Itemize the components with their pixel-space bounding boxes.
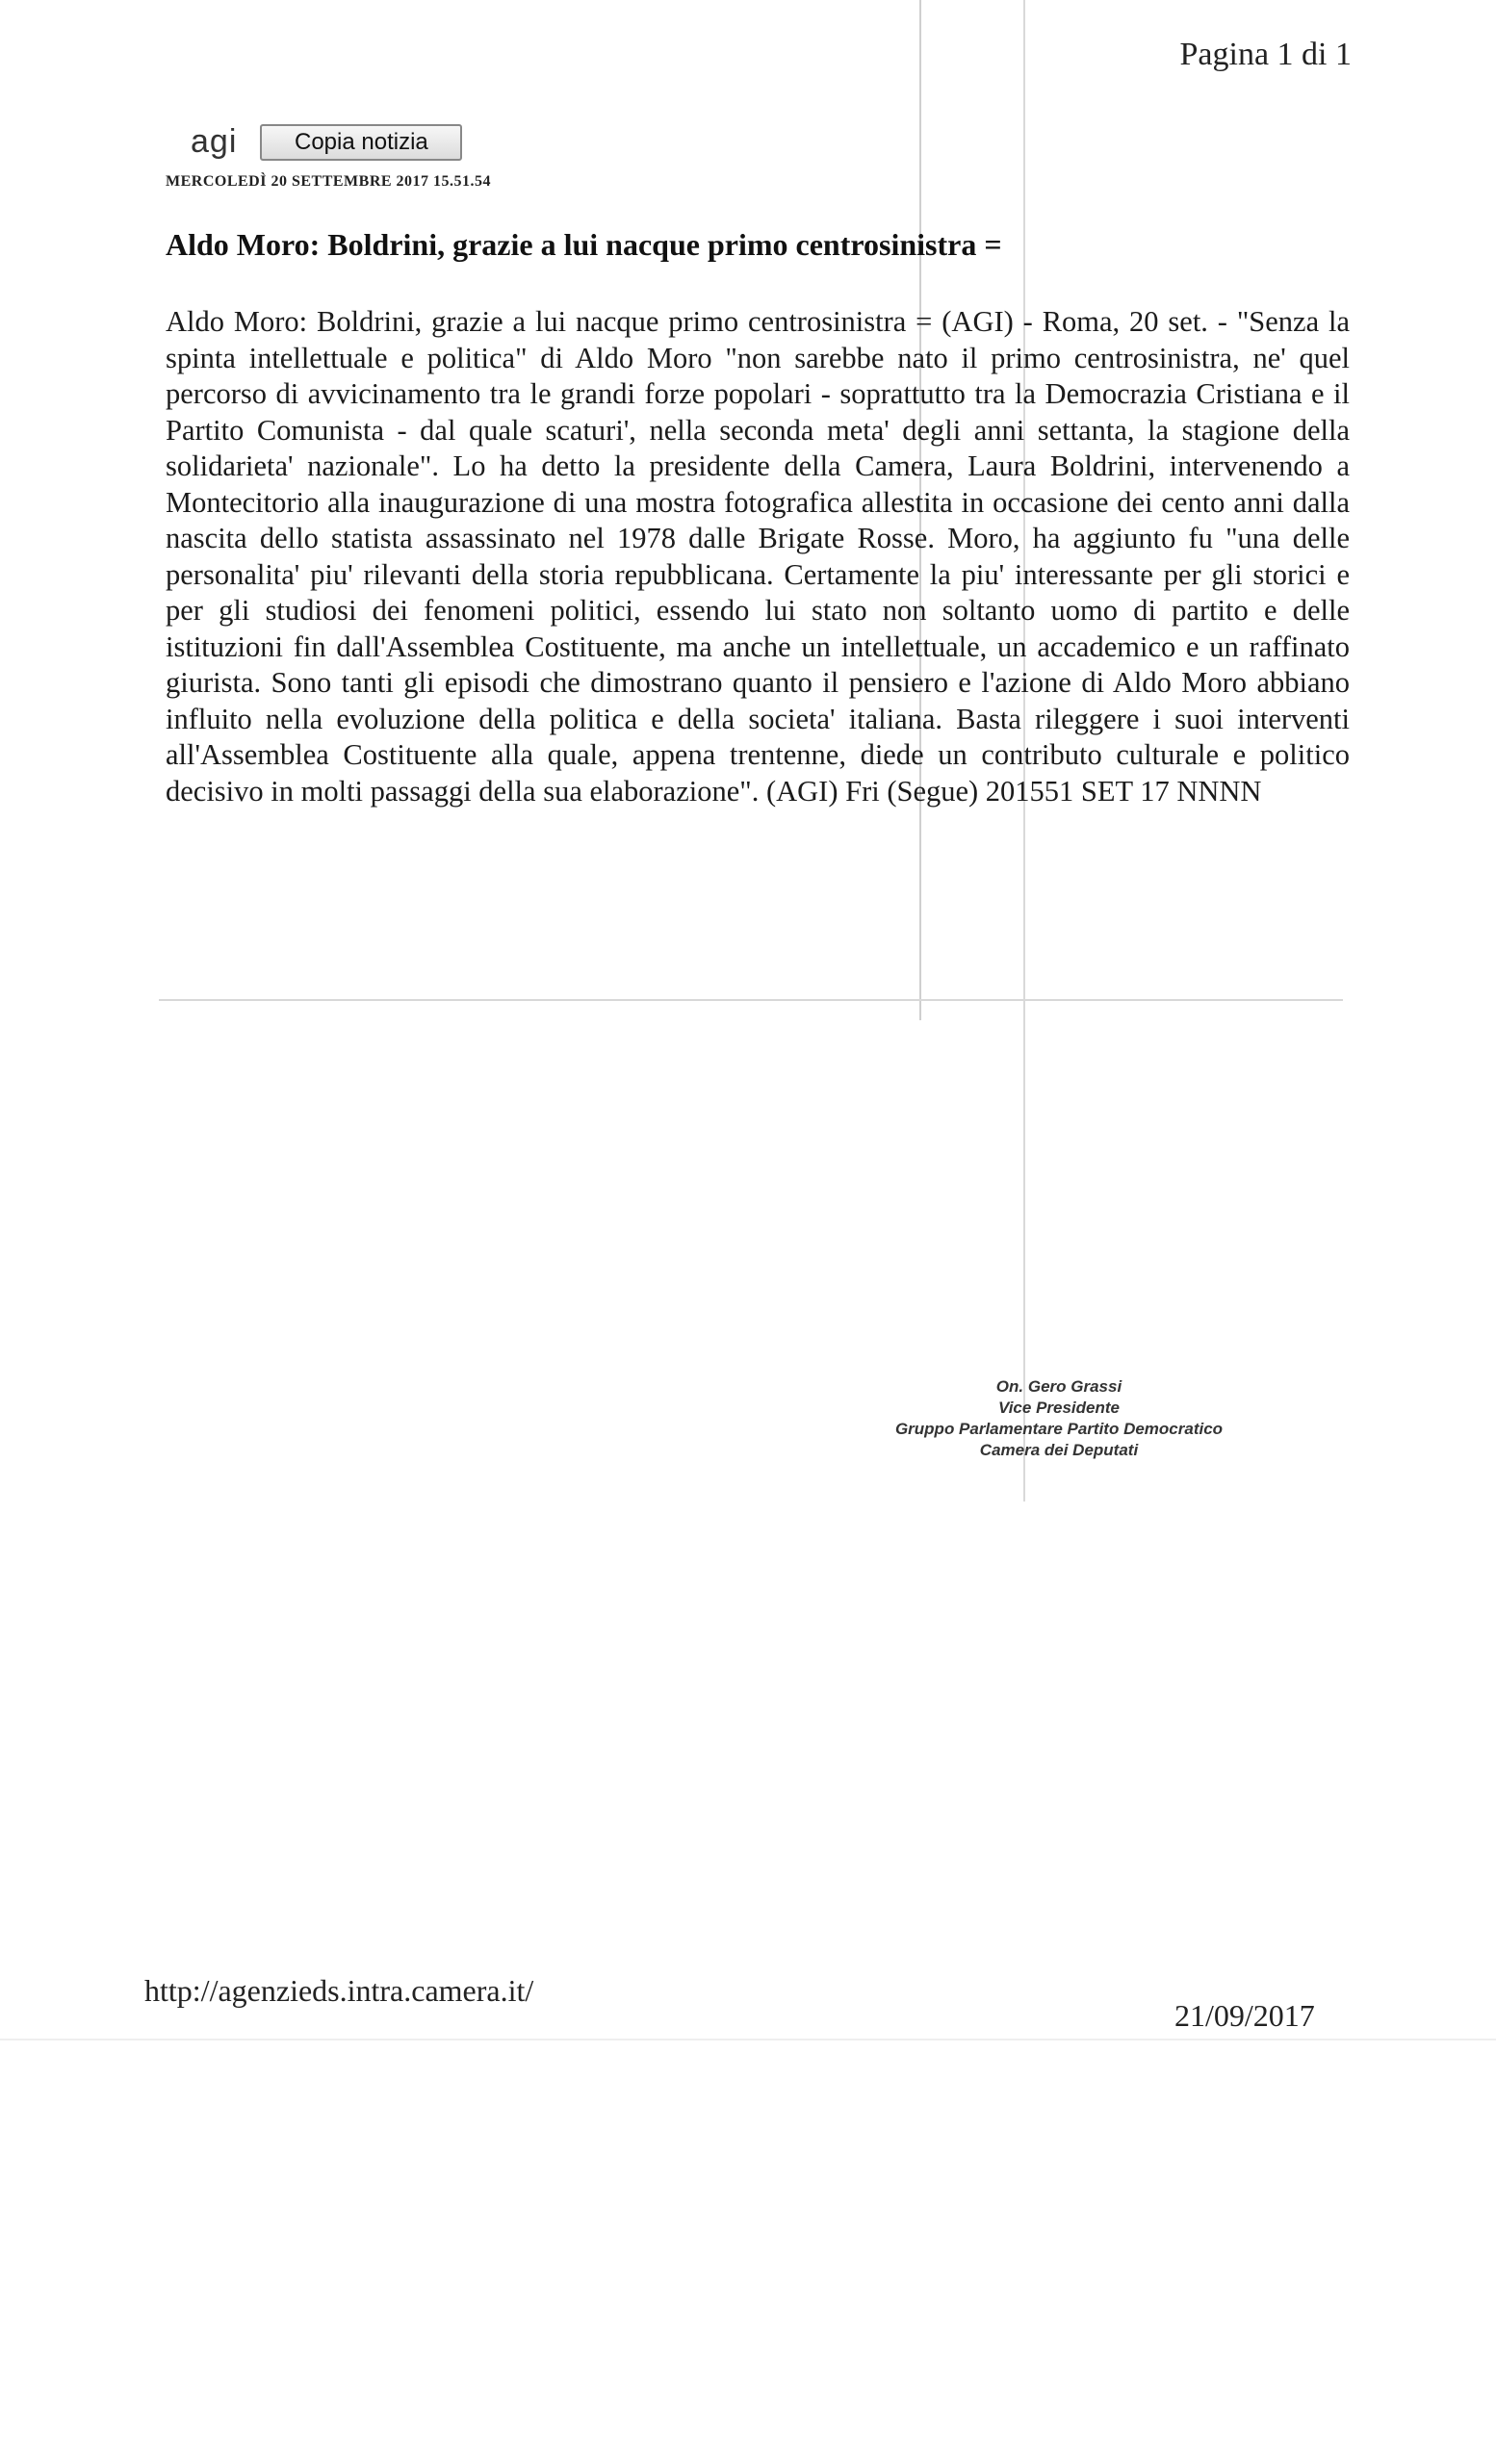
stamp-chamber: Camera dei Deputati xyxy=(979,1441,1139,1459)
page-count: Pagina 1 di 1 xyxy=(1179,37,1352,72)
stamp-group: Gruppo Parlamentare Partito Democratico xyxy=(894,1420,1224,1438)
agi-logo: agi xyxy=(191,123,238,160)
stamp-role: Vice Presidente xyxy=(998,1399,1120,1417)
article-title: Aldo Moro: Boldrini, grazie a lui nacque primo centrosinistra = xyxy=(166,227,1002,262)
footer-url: http://agenzieds.intra.camera.it/ xyxy=(144,1973,534,2008)
copy-news-button[interactable]: Copia notizia xyxy=(260,124,462,161)
stamp-name: On. Gero Grassi xyxy=(995,1377,1122,1396)
divider xyxy=(159,999,1343,1001)
agency-header xyxy=(191,123,462,161)
article-dateline: MERCOLEDÌ 20 SETTEMBRE 2017 15.51.54 xyxy=(166,173,492,190)
footer-date: 21/09/2017 xyxy=(1174,1998,1315,2033)
scan-edge xyxy=(0,2039,1496,2040)
article-body: Aldo Moro: Boldrini, grazie a lui nacque primo centrosinistra = (AGI) - Roma, 20 set. - "Senza la spinta intellettuale e politica" di Aldo Moro "non sarebbe nato il primo centrosinistra, ne' quel percorso di avvicinamento tra le grandi forze popolari - soprattutto tra la Democrazia Cristiana e il Partito Comunista - dal quale scaturi', nella seconda meta' degli anni settanta, la stagione della solidarieta' nazionale". Lo ha detto la presidente della Camera, Laura Boldrini, intervenendo a Montecitorio alla inaugurazione di una mostra fotografica allestita in occasione dei cento anni dalla nascita dello statista assassinato nel 1978 dalle Brigate Rosse. Moro, ha aggiunto fu "una delle personalita' piu' rilevanti della storia repubblicana. Certamente la piu' interessante per gli storici e per gli studiosi dei fenomeni politici, essendo lui stato non soltanto uomo di partito e delle istituzioni fin dall'Assemblea Costituente, ma anche un intellettuale, un accademico e un raffinato giurista. Sono tanti gli episodi che dimostrano quanto il pensiero e l'azione di Aldo Moro abbiano influito nella evoluzione della politica e della societa' italiana. Basta rileggere i suoi interventi all'Assemblea Costituente alla quale, appena trentenne, diede un contributo culturale e politico decisivo in molti passaggi della sua elaborazione". (AGI) Fri (Segue) 201551 SET 17 NNNN xyxy=(166,305,1350,808)
signature-stamp xyxy=(857,1376,1261,1461)
